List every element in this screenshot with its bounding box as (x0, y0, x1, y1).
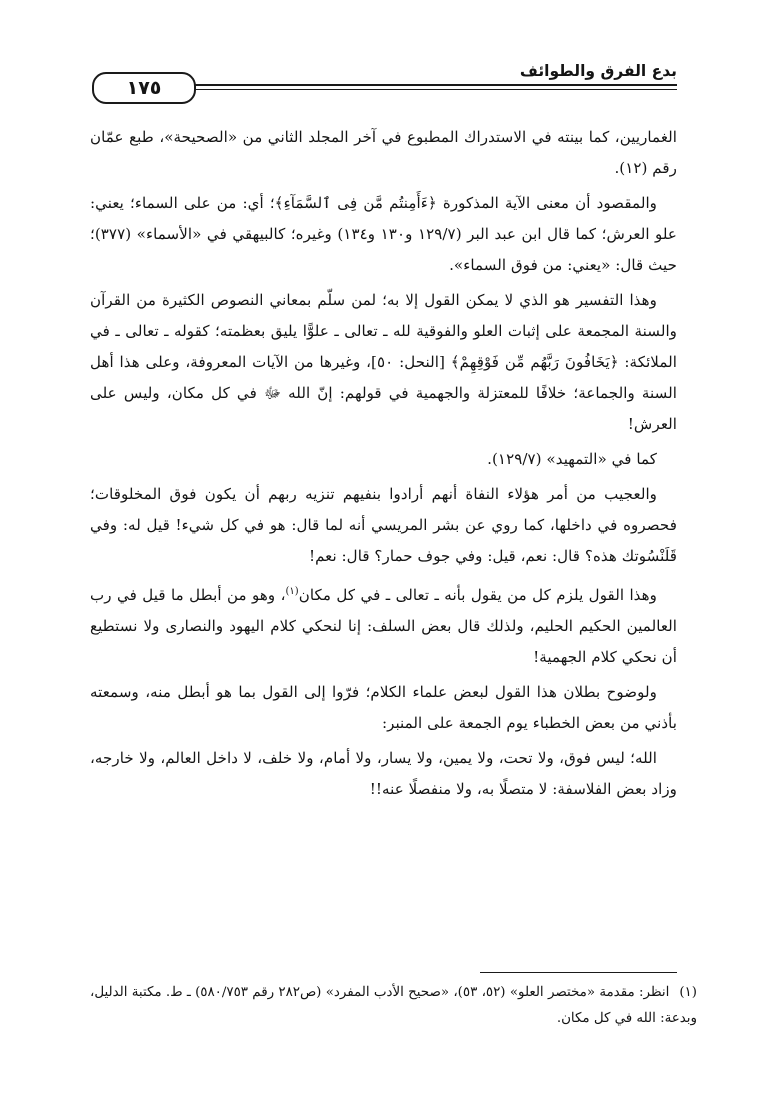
paragraph-part: ، وهو من أبطل ما قيل في رب العالمين الحكيم الحليم، ولذلك قال بعض السلف: إنا لنحكي كلام اليهود والنصارى ولا نستطيع أن نحكي كلام الجهمية! (90, 586, 677, 667)
footnote-text: انظر: مقدمة «مختصر العلو» (٥٢، ٥٣)، «صحيح الأدب المفرد» (ص٢٨٢ رقم ٥٨٠/٧٥٣) ـ ط. مكتبة الدليل، وبدعة: الله في كل مكان. (90, 985, 697, 1026)
page-header (92, 58, 677, 104)
paragraph-part: وهذا القول يلزم كل من يقول بأنه ـ تعالى ـ في كل مكان (298, 586, 657, 605)
footnote (90, 980, 697, 1032)
footnote-number: (١) (679, 985, 697, 1000)
paragraph: الغماريين، كما بينته في الاستدراك المطبوع في آخر المجلد الثاني من «الصحيحة»، طبع عمّان رقم (١٢). (90, 128, 677, 177)
header-rule (187, 84, 677, 86)
main-text (90, 122, 677, 809)
footnote-marker[interactable]: (١) (285, 586, 299, 597)
page-number-badge: ١٧٥ (92, 72, 196, 104)
paragraph: ولوضوح بطلان هذا القول لبعض علماء الكلام؛ فرّوا إلى القول بما هو أبطل منه، وسمعته بأذني من بعض الخطباء يوم الجمعة على المنبر: (90, 683, 677, 733)
paragraph: والمقصود أن معنى الآية المذكورة ﴿ءَأَمِنتُم مَّن فِى ٱلسَّمَآءِ﴾؛ أي: من على السماء؛ يعني: علو العرش؛ كما قال ابن عبد البر (١٢٩/٧ و١٣٠ و١٣٤) وغيره؛ كالبيهقي في «الأسماء» (٣٧٧)؛ حيث قال: «يعني: من فوق السماء». (90, 194, 677, 274)
header-rule-thin (187, 89, 677, 90)
paragraph-with-footnote (90, 576, 677, 673)
footnote-separator (480, 972, 677, 973)
paragraph: والعجيب من أمر هؤلاء النفاة أنهم أرادوا بنفيهم تنزيه ربهم أن يكون فوق المخلوقات؛ فحصروه في داخلها، كما روي عن بشر المريسي أنه لما قال: هو في كل شيء! قيل له: وفي قَلَنْسُوتك هذه؟ قال: نعم، قيل: وفي جوف حمار؟ قال: نعم! (90, 485, 677, 565)
paragraph: الله؛ ليس فوق، ولا تحت، ولا يمين، ولا يسار، ولا أمام، ولا خلف، لا داخل العالم، ولا خارجه، وزاد بعض الفلاسفة: لا متصلًا به، ولا منفصلًا عنه!! (90, 749, 677, 799)
footnotes (90, 980, 697, 1032)
running-title: بدع الفرق والطوائف (519, 62, 677, 80)
paragraph: وهذا التفسير هو الذي لا يمكن القول إلا به؛ لمن سلّم بمعاني النصوص الكثيرة من القرآن والسنة المجمعة على إثبات العلو والفوقية لله ـ تعالى ـ علوًّا يليق بعظمته؛ كقوله ـ تعالى ـ في الملائكة: ﴿يَخَافُونَ رَبَّهُم مِّن فَوْقِهِمْ﴾ [النحل: ٥٠]، وغيرها من الآيات المعروفة، وعلى هذا أهل السنة والجماعة؛ خلافًا للمعتزلة والجهمية في قولهم: إنّ الله ﷻ في كل مكان، وليس على العرش! (90, 291, 677, 433)
paragraph: كما في «التمهيد» (١٢٩/٧). (487, 450, 657, 468)
